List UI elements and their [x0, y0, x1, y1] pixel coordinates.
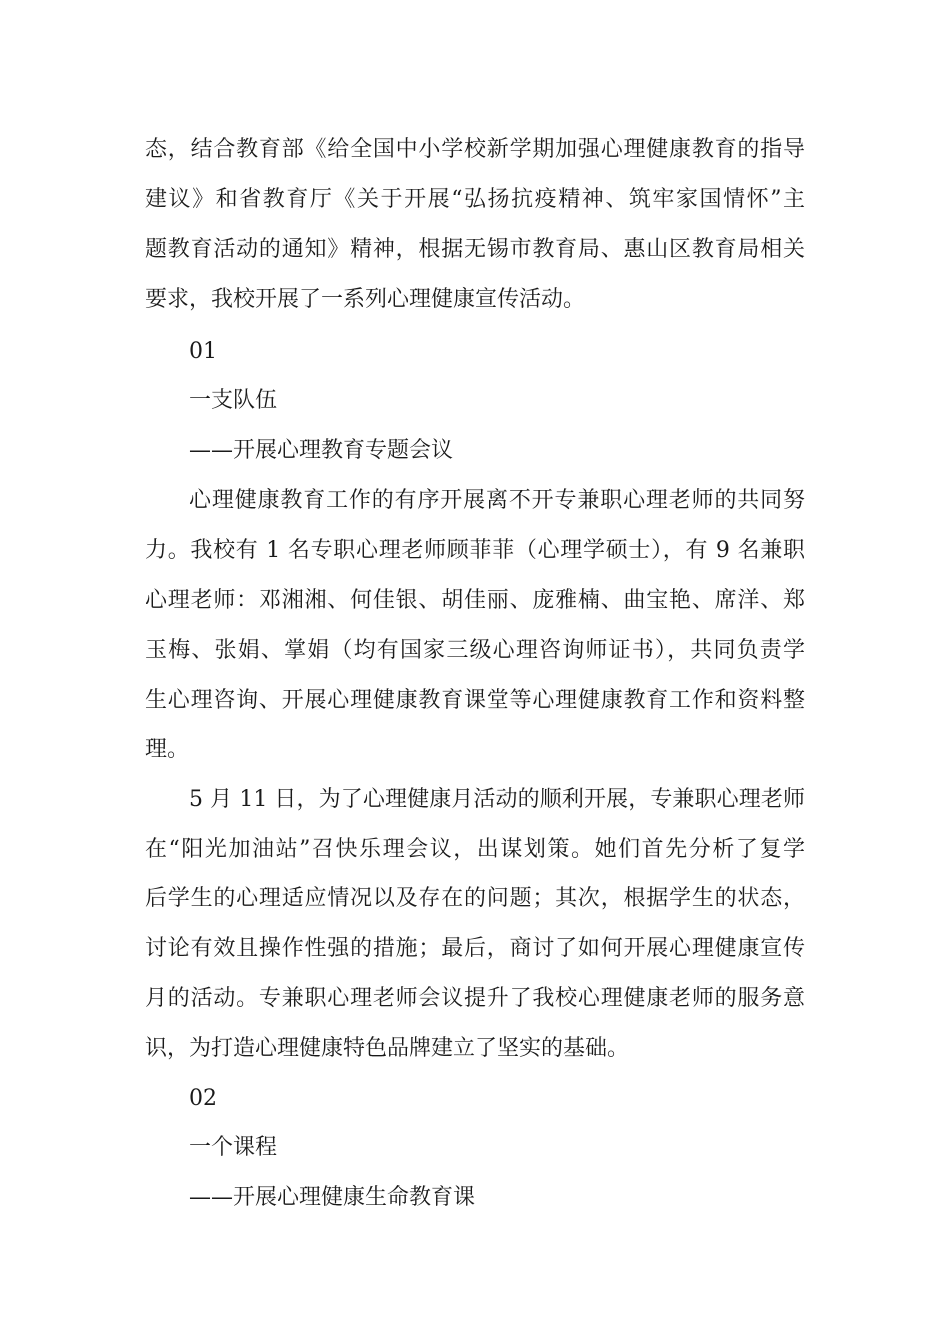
- section-number: 01: [189, 339, 217, 364]
- paragraph-line: 识，为打造心理健康特色品牌建立了坚实的基础。: [145, 1036, 630, 1061]
- paragraph-line: 5 月 11 日，为了心理健康月活动的顺利开展，专兼职心理老师: [189, 787, 805, 812]
- paragraph-line: 玉梅、张娟、掌娟（均有国家三级心理咨询师证书），共同负责学: [145, 638, 805, 663]
- paragraph-line: 生心理咨询、开展心理健康教育课堂等心理健康教育工作和资料整: [145, 688, 805, 713]
- paragraph-line: 后学生的心理适应情况以及存在的问题；其次，根据学生的状态，: [145, 886, 805, 911]
- paragraph-line: 心理老师：邓湘湘、何佳银、胡佳丽、庞雅楠、曲宝艳、席洋、郑: [145, 588, 805, 613]
- paragraph-line: 讨论有效且操作性强的措施；最后，商讨了如何开展心理健康宣传: [145, 936, 805, 961]
- section-heading: 一个课程: [189, 1135, 278, 1160]
- paragraph-line: 月的活动。专兼职心理老师会议提升了我校心理健康老师的服务意: [145, 986, 805, 1011]
- paragraph-line: 建议》和省教育厅《关于开展“弘扬抗疫精神、筑牢家国情怀”主: [145, 187, 805, 212]
- paragraph-line: 要求，我校开展了一系列心理健康宣传活动。: [145, 287, 586, 312]
- paragraph-line: 理。: [145, 737, 190, 762]
- paragraph-line: 题教育活动的通知》精神，根据无锡市教育局、惠山区教育局相关: [145, 237, 805, 262]
- paragraph-line: 态，结合教育部《给全国中小学校新学期加强心理健康教育的指导: [145, 137, 805, 162]
- section-number: 02: [189, 1086, 217, 1111]
- paragraph-line: 心理健康教育工作的有序开展离不开专兼职心理老师的共同努: [189, 488, 805, 513]
- section-subheading: ——开展心理健康生命教育课: [189, 1185, 476, 1210]
- paragraph-line: 力。我校有 1 名专职心理老师顾菲菲（心理学硕士），有 9 名兼职: [145, 538, 805, 563]
- section-heading: 一支队伍: [189, 388, 278, 413]
- section-subheading: ——开展心理教育专题会议: [189, 438, 454, 463]
- paragraph-line: 在“阳光加油站”召快乐理会议，出谋划策。她们首先分析了复学: [145, 837, 805, 862]
